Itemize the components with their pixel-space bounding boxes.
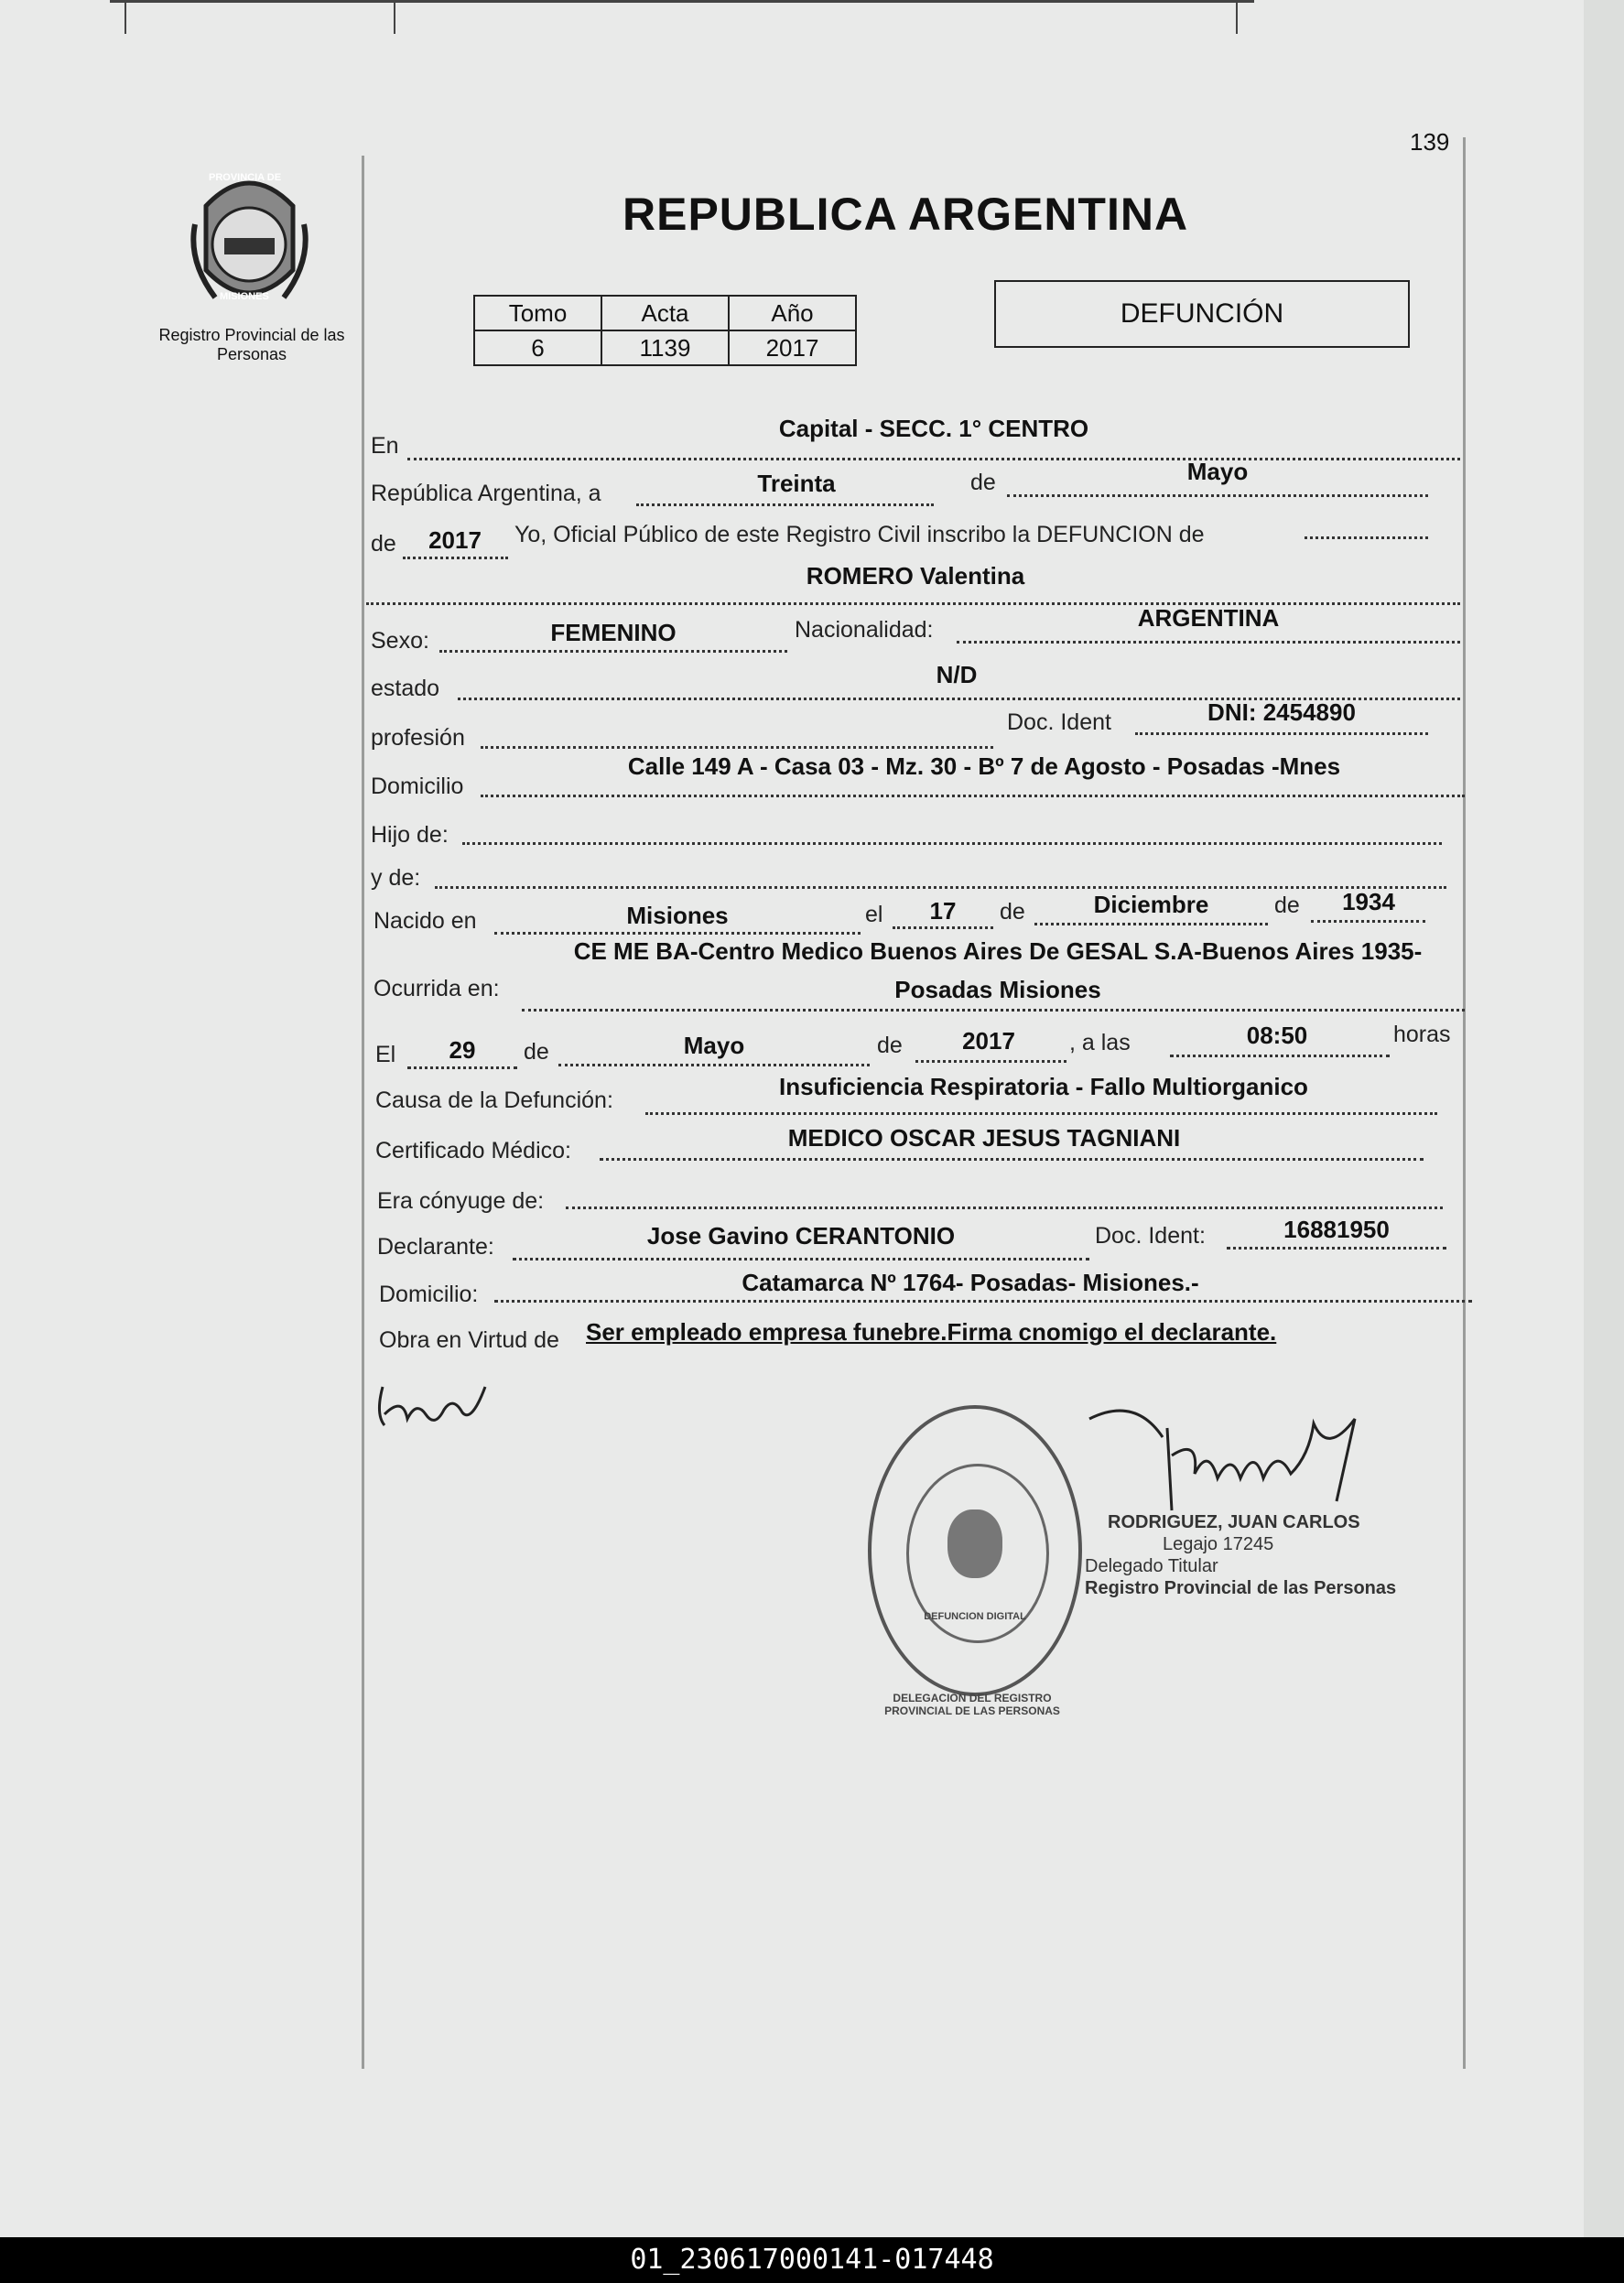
- death-year-dotted-line: [915, 1060, 1066, 1063]
- de-label-3: de: [1000, 899, 1025, 925]
- declarante-value: Jose Gavino CERANTONIO: [646, 1222, 956, 1250]
- causa-label: Causa de la Defunción:: [375, 1087, 613, 1113]
- page-title: REPUBLICA ARGENTINA: [623, 189, 1189, 240]
- horas-label: horas: [1393, 1022, 1451, 1047]
- declarante-doc-dotted-line: [1227, 1247, 1446, 1250]
- death-month-dotted-line: [558, 1064, 870, 1066]
- sexo-label: Sexo:: [371, 628, 429, 654]
- death-month: Mayo: [683, 1032, 745, 1059]
- crest-text-top: PROVINCIA DE: [209, 172, 282, 183]
- ocurrida-line-2: Posadas Misiones: [894, 976, 1101, 1003]
- doc-ident-value: DNI: 2454890: [1207, 698, 1356, 726]
- obra-value: Ser empleado empresa funebre.Firma cnomigo el declarante.: [586, 1318, 1277, 1346]
- nacionalidad-value: ARGENTINA: [1137, 604, 1280, 632]
- acta-value-anio: 2017: [729, 330, 856, 365]
- causa-dotted-line: [645, 1112, 1437, 1115]
- certificado-value: MEDICO OSCAR JESUS TAGNIANI: [787, 1124, 1181, 1152]
- birth-year-dotted-line: [1311, 920, 1425, 923]
- profesion-label: profesión: [371, 725, 465, 751]
- de-label-2: de: [371, 531, 396, 557]
- signatory-legajo: Legajo 17245: [1163, 1534, 1274, 1554]
- de-label-5: de: [524, 1039, 549, 1065]
- en-label: En: [371, 433, 399, 459]
- el-label: el: [865, 902, 883, 927]
- seal-inner-text: DEFUNCION DIGITAL: [924, 1611, 1026, 1622]
- binding-strip: [1584, 0, 1624, 2237]
- right-margin-line: [1463, 137, 1466, 2069]
- signatory-role: Delegado Titular: [1085, 1556, 1218, 1576]
- seal-outer-text: DELEGACION DEL REGISTRO PROVINCIAL DE LAS PERSONAS: [884, 1692, 1060, 1717]
- death-day-number: 29: [449, 1036, 476, 1064]
- birth-day: 17: [929, 897, 957, 925]
- ocurrida-en-label: Ocurrida en:: [374, 976, 500, 1001]
- el-death-label: El: [375, 1042, 396, 1067]
- certificado-dotted-line: [600, 1158, 1424, 1161]
- declarante-doc-value: 16881950: [1283, 1216, 1390, 1243]
- acta-value-tomo: 6: [474, 330, 601, 365]
- birth-month-dotted-line: [1034, 923, 1268, 925]
- acta-header-acta: Acta: [601, 296, 729, 330]
- handwritten-initials-icon: [375, 1378, 494, 1433]
- left-margin-line: [362, 156, 364, 2069]
- certificado-label: Certificado Médico:: [375, 1138, 571, 1163]
- declarante-dotted-line: [513, 1258, 1089, 1261]
- top-edge-marks: [110, 0, 1254, 39]
- day-dotted-line: [636, 503, 934, 506]
- nacido-dotted-line: [494, 932, 861, 935]
- declarante-label: Declarante:: [377, 1234, 494, 1260]
- registry-caption: Registro Provincial de las Personas: [158, 326, 345, 363]
- estado-value: N/D: [936, 661, 978, 688]
- acta-table: [473, 295, 857, 366]
- crest-text-bottom: MISIONES: [220, 291, 269, 302]
- en-value: Capital - SECC. 1° CENTRO: [778, 415, 1089, 442]
- death-time-dotted-line: [1170, 1055, 1390, 1057]
- birth-year: 1934: [1342, 888, 1395, 915]
- a-las-label: , a las: [1069, 1030, 1131, 1055]
- death-day-words: Treinta: [757, 470, 836, 497]
- birthplace-value: Misiones: [626, 902, 729, 929]
- seal-crest-icon: [947, 1509, 1002, 1578]
- nacionalidad-dotted-line: [957, 641, 1460, 644]
- sexo-value: FEMENINO: [550, 619, 677, 646]
- causa-value: Insuficiencia Respiratoria - Fallo Multiorganico: [779, 1073, 1308, 1100]
- page-number: 139: [1410, 128, 1450, 156]
- acta-header-anio: Año: [729, 296, 856, 330]
- nacido-en-label: Nacido en: [374, 908, 477, 934]
- document-type-box: DEFUNCIÓN: [994, 280, 1410, 348]
- official-seal: [868, 1405, 1082, 1696]
- birth-month: Diciembre: [1093, 891, 1209, 918]
- birth-day-dotted-line: [893, 926, 993, 929]
- y-de-dotted-line: [435, 886, 1446, 889]
- acta-header-tomo: Tomo: [474, 296, 601, 330]
- conyuge-dotted-line: [566, 1206, 1443, 1209]
- profesion-dotted-line: [481, 746, 993, 749]
- domicilio-label: Domicilio: [371, 774, 464, 799]
- declarante-domicilio-value: Catamarca Nº 1764- Posadas- Misiones.-: [742, 1269, 1199, 1296]
- de-label-1: de: [970, 470, 996, 495]
- nacionalidad-label: Nacionalidad:: [795, 617, 934, 643]
- inscribe-text: Yo, Oficial Público de este Registro Civil inscribo la DEFUNCION de: [514, 522, 1205, 547]
- month-value: Mayo: [1186, 458, 1249, 485]
- de-label-4: de: [1274, 893, 1300, 918]
- estado-label: estado: [371, 676, 440, 701]
- sexo-dotted-line: [439, 650, 787, 653]
- declarante-domicilio-dotted-line: [494, 1300, 1472, 1303]
- y-de-label: y de:: [371, 865, 421, 891]
- doc-ident-dotted-line: [1135, 732, 1428, 735]
- republica-label: República Argentina, a: [371, 481, 601, 506]
- signatory-org: Registro Provincial de las Personas: [1085, 1578, 1397, 1598]
- hijo-de-label: Hijo de:: [371, 822, 449, 848]
- declarante-domicilio-label: Domicilio:: [379, 1282, 479, 1307]
- ocurrida-dotted-line: [522, 1009, 1465, 1012]
- domicilio-value: Calle 149 A - Casa 03 - Mz. 30 - Bº 7 de Agosto - Posadas -Mnes: [627, 752, 1341, 780]
- footer-code: 01_230617000141-017448: [0, 2237, 1624, 2283]
- doc-ident-label: Doc. Ident: [1007, 709, 1111, 735]
- de-label-6: de: [877, 1033, 903, 1058]
- year-value: 2017: [428, 526, 482, 554]
- year-dotted-line: [403, 557, 508, 559]
- death-day-dotted-line: [407, 1066, 517, 1069]
- signatory-name: RODRIGUEZ, JUAN CARLOS: [1108, 1512, 1360, 1532]
- obra-label: Obra en Virtud de: [379, 1327, 559, 1353]
- ocurrida-line-1: CE ME BA-Centro Medico Buenos Aires De GESAL S.A-Buenos Aires 1935-: [573, 937, 1423, 965]
- inscribe-dotted-line: [1305, 536, 1428, 539]
- month-dotted-line: [1007, 494, 1428, 497]
- acta-value-acta: 1139: [601, 330, 729, 365]
- hijo-de-dotted-line: [462, 842, 1442, 845]
- declarante-doc-label: Doc. Ident:: [1095, 1223, 1206, 1249]
- conyuge-label: Era cónyuge de:: [377, 1188, 545, 1214]
- deceased-name: ROMERO Valentina: [806, 562, 1025, 590]
- domicilio-dotted-line: [481, 795, 1465, 797]
- death-year: 2017: [962, 1027, 1015, 1055]
- official-signature-icon: [1080, 1401, 1382, 1529]
- death-time: 08:50: [1246, 1022, 1308, 1049]
